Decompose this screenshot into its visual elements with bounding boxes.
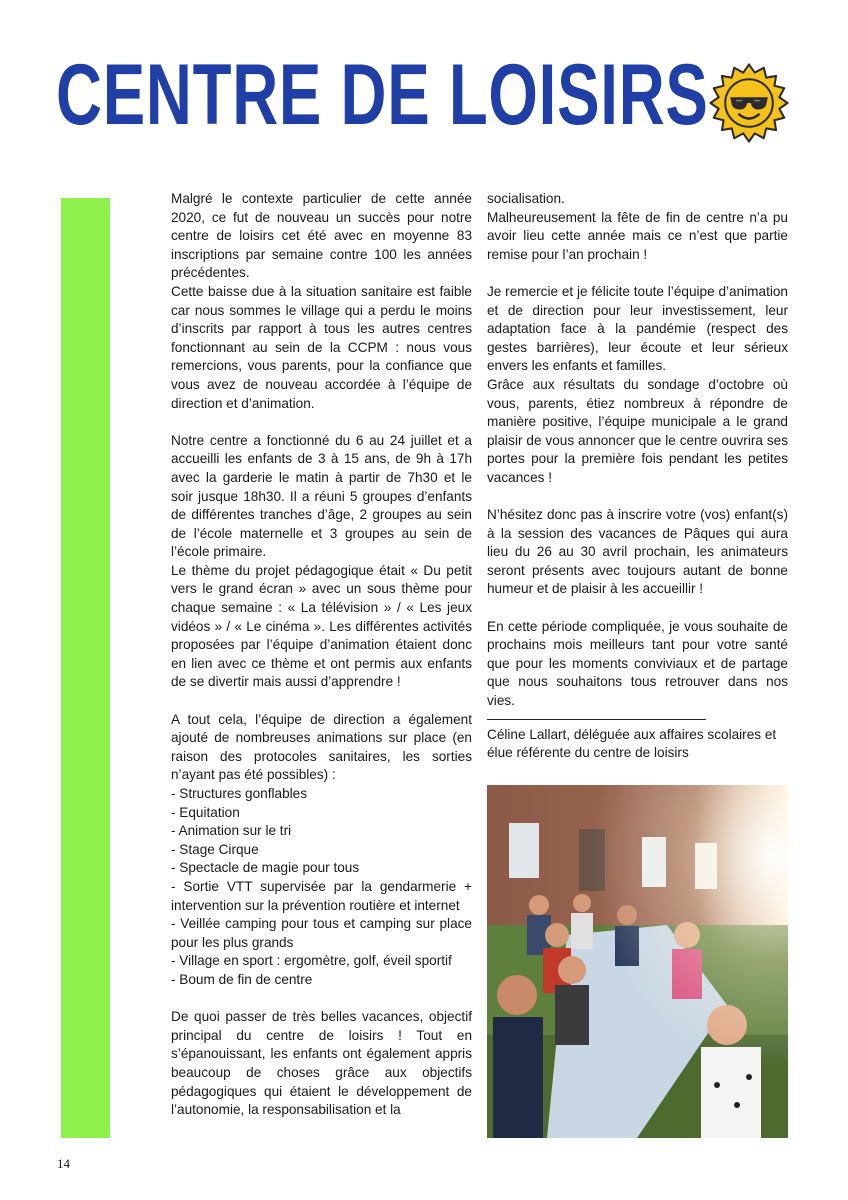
page-number: 14: [57, 1156, 70, 1171]
paragraph: Le thème du projet pédagogique était « Du petit vers le grand écran » avec un sous thème pour chaque semaine : « La télévision » / « Les jeux vidéos » / « Le cinéma ». Les différentes activités proposées par l’équipe d’animation étaient donc en lien avec ce thème et ont permis aux enfants de se divertir mais aussi d’apprendre !: [171, 562, 472, 690]
group-photo: [487, 785, 788, 1138]
list-item: - Spectacle de magie pour tous: [171, 860, 360, 876]
list-item: - Veillée camping pour tous et camping sur place pour les plus grands: [171, 916, 472, 950]
page-title: CENTRE DE LOISIRS: [56, 47, 709, 143]
paragraph: Cette baisse due à la situation sanitaire est faible car nous sommes le village qui a perdu le moins d’inscrits par rapport à tous les autres centres fonctionnant au sein de la CCPM : nous vous remercions, vous parents, pour la confiance que vous avez de nouveau accordée à l’équipe de direction et d’animation.: [171, 283, 472, 411]
paragraph: En cette période compliquée, je vous souhaite de prochains mois meilleurs tant pour votre santé que pour les moments conviviaux et de partage que nous souhaitons tous retrouver dans nos vies.: [487, 618, 788, 709]
paragraph: Grâce aux résultats du sondage d’octobre où vous, parents, étiez nombreux à répondre de manière positive, l’équipe municipale a le grand plaisir de vous annoncer que le centre ouvrira ses portes pour la première fois pendant les petites vacances !: [487, 376, 788, 485]
paragraph: A tout cela, l’équipe de direction a également ajouté de nombreuses animations sur place (en raison des protocoles sanitaires, les sorties n’ayant pas été possibles) :: [171, 711, 472, 783]
paragraph: Notre centre a fonctionné du 6 au 24 juillet et a accueilli les enfants de 3 à 15 ans, de 9h à 17h avec la garderie le matin à partir de 7h30 et le soir jusque 18h30. Il a réuni 5 groupes d’enfants de différentes tranches d’âge, 2 groupes au sein de l’école maternelle et 3 groupes au sein de l’école primaire.: [171, 432, 472, 560]
signature: Céline Lallart, déléguée aux affaires scolaires et élue référente du centre de loisirs: [487, 726, 777, 761]
paragraph: Malheureusement la fête de fin de centre n’a pu avoir lieu cette année mais ce n’est que partie remise pour l’an prochain !: [487, 209, 788, 262]
list-item: - Structures gonflables: [171, 786, 308, 801]
list-item: - Stage Cirque: [171, 841, 259, 857]
paragraph: Je remercie et je félicite toute l’équipe d’animation et de direction pour leur investissement, leur adaptation face à la pandémie (respect des gestes barrières), leur écoute et leur sérieux envers les enfants et familles.: [487, 283, 788, 374]
right-text-column: [487, 190, 788, 763]
paragraph: socialisation.: [487, 191, 565, 206]
paragraph: N’hésitez donc pas à inscrire votre (vos) enfant(s) à la session des vacances de Pâques qui aura lieu du 26 au 30 avril prochain, les animateurs seront présents avec toujours autant de bonne humeur et de plaisir à les accueillir !: [487, 507, 788, 597]
list-item: - Animation sur le tri: [171, 823, 292, 839]
list-item: - Sortie VTT supervisée par la gendarmerie + intervention sur la prévention routière et internet: [171, 878, 472, 913]
left-text-column: [171, 190, 472, 1120]
signature-divider: [487, 719, 706, 720]
paragraph: De quoi passer de très belles vacances, objectif principal du centre de loisirs ! Tout en s’épanouissant, les enfants ont également appris beaucoup de choses grâce aux objectifs pédagogiques qui étaient le développement de l’autonomie, la responsabilisation et la: [171, 1009, 472, 1118]
green-accent-bar: [61, 198, 110, 1138]
list-item: - Village en sport : ergomètre, golf, éveil sportif: [171, 953, 452, 969]
sun-with-sunglasses-icon: [708, 62, 790, 144]
list-item: - Boum de fin de centre: [171, 971, 313, 987]
list-item: - Equitation: [171, 804, 240, 820]
paragraph: Malgré le contexte particulier de cette année 2020, ce fut de nouveau un succès pour notre centre de loisirs cet été avec en moyenne 83 inscriptions par semaine contre 100 les années précédentes.: [171, 191, 472, 281]
